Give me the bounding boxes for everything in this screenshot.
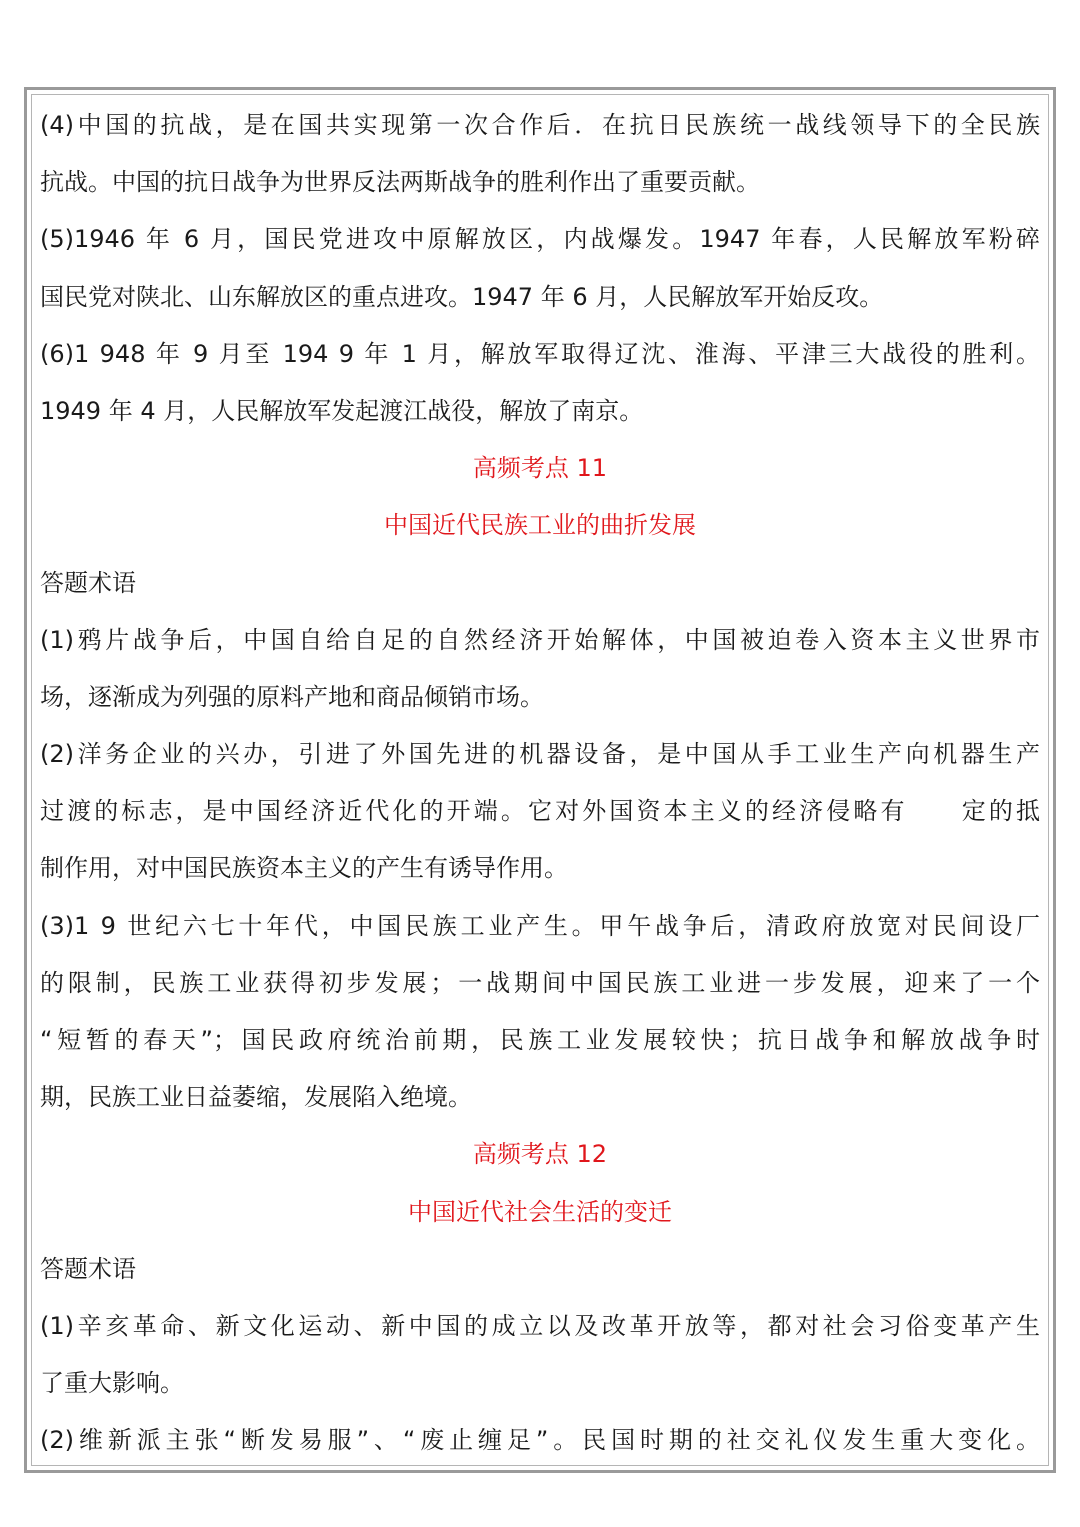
text-line: 期，民族工业日益萎缩，发展陷入绝境。 (40, 1083, 472, 1112)
text-line: 国民党对陕北、山东解放区的重点进攻。1947 年 6 月，人民解放军开始反攻。 (40, 282, 884, 311)
text-line: (3)1 9 世纪六七十年代，中国民族工业产生。甲午战争后，清政府放宽对民间设厂 (40, 911, 1040, 940)
text-line: 1949 年 4 月，人民解放军发起渡江战役，解放了南京。 (40, 396, 644, 425)
text-line: 制作用，对中国民族资本主义的产生有诱导作用。 (40, 854, 568, 883)
text-line: 过渡的标志，是中国经济近代化的开端。它对外国资本主义的经济侵略有 定的抵 (40, 797, 1040, 826)
text-line: (2)维新派主张“断发易服”、“废止缠足”。民国时期的社交礼仪发生重大变化。 (40, 1426, 1040, 1455)
text-line: 场，逐渐成为列强的原料产地和商品倾销市场。 (40, 682, 544, 711)
text-line: (1)辛亥革命、新文化运动、新中国的成立以及改革开放等，都对社会习俗变革产生 (40, 1311, 1040, 1340)
text-line: 了重大影响。 (40, 1369, 184, 1398)
text-line: (1)鸦片战争后，中国自给自足的自然经济开始解体，中国被迫卷入资本主义世界市 (40, 625, 1040, 654)
document-body (40, 97, 1040, 1470)
section-heading: 高频考点 11 (472, 454, 608, 483)
subheading-answer-terms: 答题术语 (40, 568, 136, 597)
text-line: 抗战。中国的抗日战争为世界反法两斯战争的胜利作出了重要贡献。 (40, 168, 760, 197)
text-line: (5)1946 年 6 月，国民党进攻中原解放区，内战爆发。1947 年春，人民解放军粉碎 (40, 225, 1040, 254)
subheading-answer-terms: 答题术语 (40, 1254, 136, 1283)
text-line: (4)中国的抗战，是在国共实现第一次合作后．在抗日民族统一战线领导下的全民族 (40, 111, 1040, 139)
text-line: 的限制，民族工业获得初步发展；一战期间中国民族工业进一步发展，迎来了一个 (40, 968, 1040, 997)
text-line: (2)洋务企业的兴办，引进了外国先进的机器设备，是中国从手工业生产向机器生产 (40, 740, 1040, 769)
section-heading: 高频考点 12 (472, 1140, 608, 1169)
text-line: “短暂的春天”；国民政府统治前期，民族工业发展较快；抗日战争和解放战争时 (40, 1026, 1040, 1054)
section-heading: 中国近代民族工业的曲折发展 (384, 511, 696, 540)
text-line: (6)1 948 年 9 月至 194 9 年 1 月，解放军取得辽沈、淮海、平津三大战役的胜利。 (40, 339, 1040, 368)
section-heading: 中国近代社会生活的变迁 (408, 1197, 672, 1226)
